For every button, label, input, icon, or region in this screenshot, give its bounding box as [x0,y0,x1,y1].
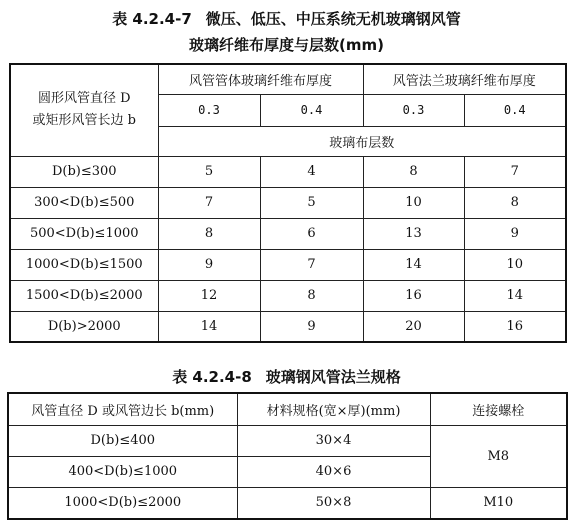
spec-cell: 50×8 [237,487,430,519]
spec-cell: 40×6 [237,456,430,487]
value-cell: 12 [158,280,260,311]
table1-number: 表 4.2.4-7 [112,10,192,28]
range-cell: D(b)≤400 [8,425,237,456]
table2-number: 表 4.2.4-8 [172,368,252,386]
table-row [8,425,567,456]
table2-title [0,366,573,387]
table-row [10,311,566,342]
flange-spec-table [7,392,568,520]
bolt-cell: M10 [430,487,567,519]
range-cell: 400<D(b)≤1000 [8,456,237,487]
value-cell: 16 [464,311,566,342]
value-cell: 13 [363,218,464,249]
range-cell: 1000<D(b)≤1500 [10,249,158,280]
value-cell: 9 [158,249,260,280]
value-cell: 4 [260,156,363,187]
value-cell: 6 [260,218,363,249]
range-cell: 1000<D(b)≤2000 [8,487,237,519]
value-cell: 8 [363,156,464,187]
value-cell: 7 [158,187,260,218]
row-header-line2: 或矩形风管长边 b [32,113,136,129]
table1-title-line2: 玻璃纤维布厚度与层数(mm) [189,36,384,54]
thickness-header: 0.4 [260,94,363,126]
value-cell: 9 [260,311,363,342]
table-row [10,218,566,249]
layers-label: 玻璃布层数 [158,126,566,156]
value-cell: 10 [464,249,566,280]
value-cell: 16 [363,280,464,311]
fiberglass-layer-table [9,63,567,343]
table-row [10,187,566,218]
value-cell: 14 [363,249,464,280]
table-row [10,156,566,187]
range-cell: D(b)≤300 [10,156,158,187]
value-cell: 8 [260,280,363,311]
table-row [10,249,566,280]
group-header-flange: 风管法兰玻璃纤维布厚度 [363,64,566,94]
value-cell: 5 [158,156,260,187]
value-cell: 7 [260,249,363,280]
table-row [8,487,567,519]
row-header-line1: 圆形风管直径 D [37,91,131,107]
range-cell: D(b)>2000 [10,311,158,342]
thickness-header: 0.4 [464,94,566,126]
value-cell: 14 [464,280,566,311]
range-cell: 1500<D(b)≤2000 [10,280,158,311]
bolt-cell: M8 [430,425,567,487]
range-cell: 500<D(b)≤1000 [10,218,158,249]
group-header-duct-body: 风管管体玻璃纤维布厚度 [158,64,363,94]
value-cell: 8 [464,187,566,218]
table2-title-text: 玻璃钢风管法兰规格 [265,368,401,386]
table1-title [0,8,573,29]
thickness-header: 0.3 [158,94,260,126]
value-cell: 14 [158,311,260,342]
value-cell: 7 [464,156,566,187]
header-cell: 材料规格(宽×厚)(mm) [237,393,430,425]
spec-cell: 30×4 [237,425,430,456]
header-cell: 风管直径 D 或风管边长 b(mm) [8,393,237,425]
value-cell: 20 [363,311,464,342]
row-header-cell [10,64,158,156]
table-row [10,280,566,311]
thickness-header: 0.3 [363,94,464,126]
value-cell: 8 [158,218,260,249]
range-cell: 300<D(b)≤500 [10,187,158,218]
header-cell: 连接螺栓 [430,393,567,425]
value-cell: 10 [363,187,464,218]
value-cell: 5 [260,187,363,218]
table1-title-line1: 微压、低压、中压系统无机玻璃钢风管 [205,10,461,28]
value-cell: 9 [464,218,566,249]
